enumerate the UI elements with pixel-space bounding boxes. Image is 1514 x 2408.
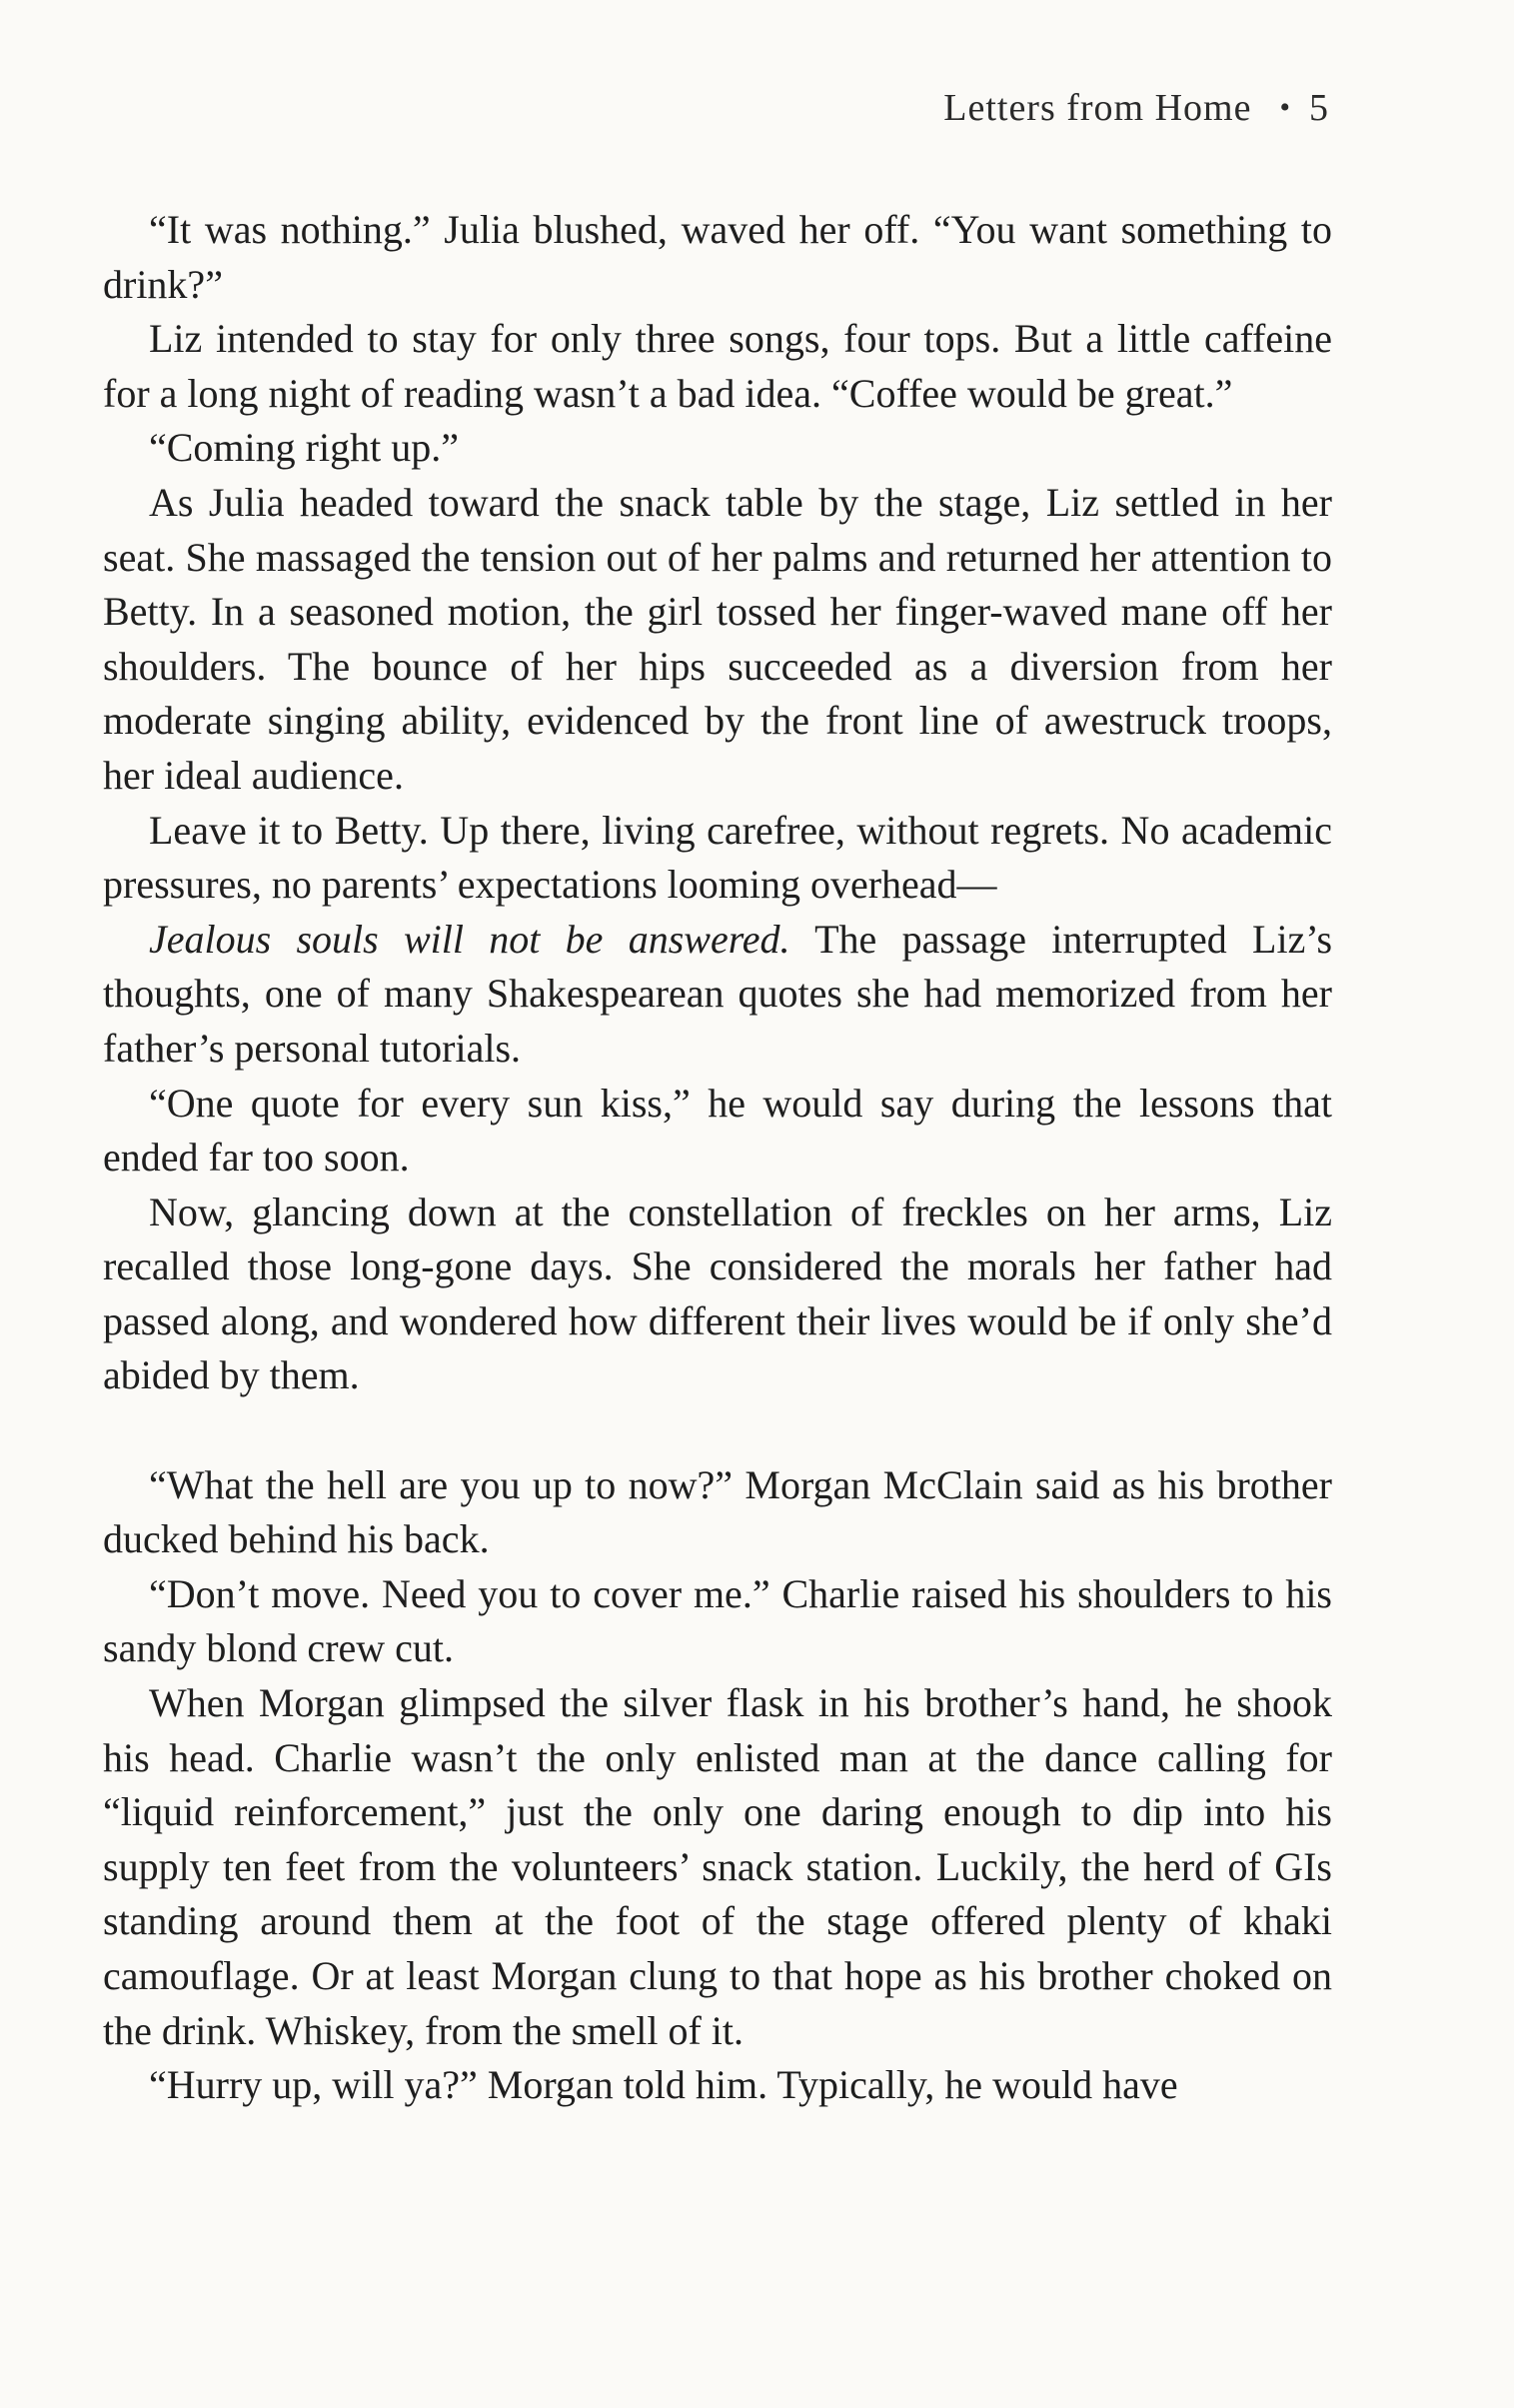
paragraph: Liz intended to stay for only three songs, four tops. But a little caffeine for a long night of reading wasn’t a bad idea. “Coffee would be great.”	[103, 316, 1332, 416]
paragraph-continuation: The passage interrupted Liz’s thoughts, one of many Shakespearean quotes she had memorized from her father’s personal tutorials.	[103, 916, 1333, 1071]
paragraph: “It was nothing.” Julia blushed, waved her off. “You want something to drink?”	[103, 207, 1332, 307]
running-head	[943, 86, 1329, 130]
body-text	[103, 203, 1332, 2113]
paragraph: “Don’t move. Need you to cover me.” Charlie raised his shoulders to his sandy blond crew cut.	[103, 1570, 1332, 1671]
paragraph: “Coming right up.”	[149, 425, 459, 471]
paragraph: “What the hell are you up to now?” Morgan McClain said as his brother ducked behind his back.	[103, 1461, 1332, 1562]
running-head-title: Letters from Home	[943, 87, 1252, 129]
bullet-separator: •	[1279, 91, 1291, 124]
paragraph: As Julia headed toward the snack table by the stage, Liz settled in her seat. She massaged the tension out of her palms and returned her attention to Betty. In a seasoned motion, the girl tossed her finger-waved mane off her shoulders. The bounce of her hips succeeded as a diversion from her moderate singing ability, evidenced by the front line of awestruck troops, her ideal audience.	[103, 479, 1332, 798]
paragraph: “One quote for every sun kiss,” he would say during the lessons that ended far too soon.	[103, 1080, 1332, 1181]
paragraph	[103, 913, 1332, 1077]
paragraph: “Hurry up, will ya?” Morgan told him. Typically, he would have	[149, 2062, 1178, 2108]
page-number: 5	[1309, 87, 1329, 129]
italic-quote: Jealous souls will not be answered.	[149, 916, 790, 962]
paragraph: Now, glancing down at the constellation of freckles on her arms, Liz recalled those long-gone days. She considered the morals her father had passed along, and wondered how different their lives would be if only she’d abided by them.	[103, 1189, 1332, 1398]
paragraph: When Morgan glimpsed the silver flask in his brother’s hand, he shook his head. Charlie wasn’t the only enlisted man at the dance calling for “liquid reinforcement,” just the only one daring enough to dip into his supply ten feet from the volunteers’ snack station. Luckily, the herd of GIs standing around them at the foot of the stage offered plenty of khaki camouflage. Or at least Morgan clung to that hope as his brother choked on the drink. Whiskey, from the smell of it.	[103, 1680, 1332, 2053]
paragraph: Leave it to Betty. Up there, living carefree, without regrets. No academic pressures, no parents’ expectations looming overhead—	[103, 807, 1332, 908]
